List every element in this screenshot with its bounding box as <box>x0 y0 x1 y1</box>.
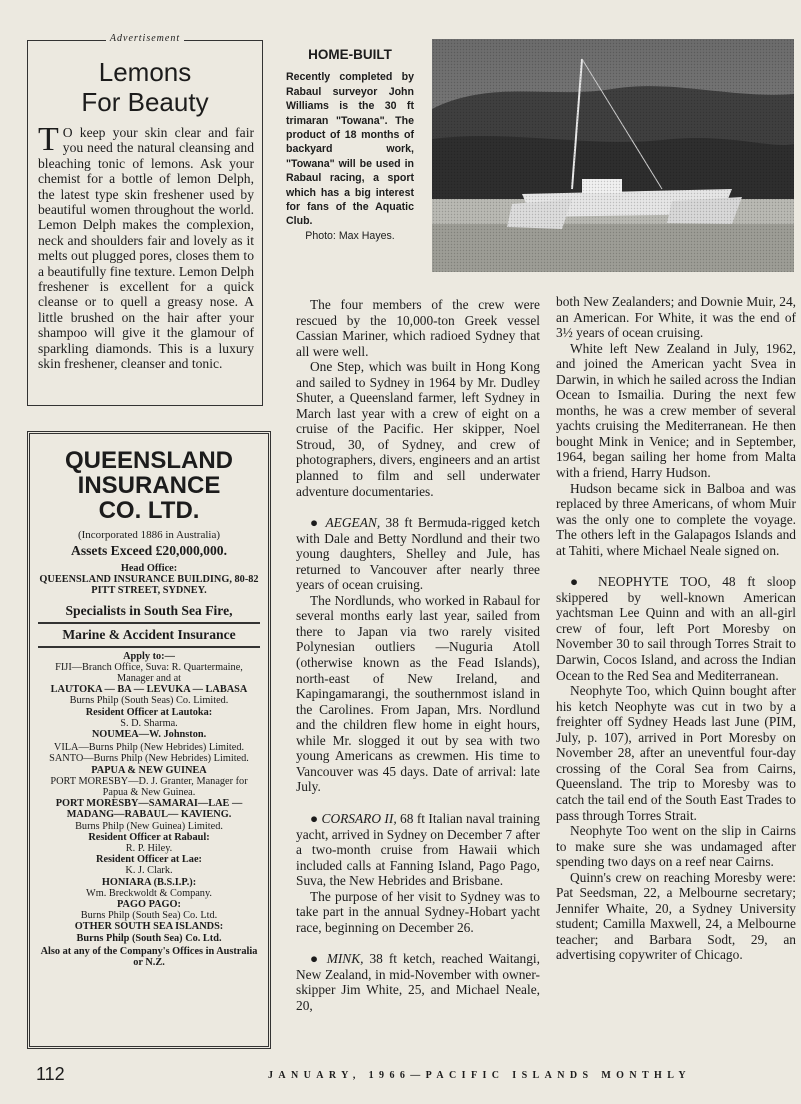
drop-cap: T <box>38 121 59 158</box>
paragraph: Neophyte Too went on the slip in Cairns to make sure she was undamaged after spending two days on a reef near Cairns. <box>556 823 796 870</box>
region-papua: PAPUA & NEW GUINEA <box>91 764 207 776</box>
paragraph: Neophyte Too, which Quinn bought after his ketch Neophyte was cut in two by a freighter off Sydney Heads last June (PIM, July, p. 107), arrived in Port Moresby on November 28, after an uneventful four-day crossing of the Coral Sea from Cairns, Queensland. The trip to Moresby was to catch the tail end of the South East Trades to pass through Torres Strait. <box>556 683 796 823</box>
ad-body <box>28 121 262 372</box>
paragraph: both New Zealanders; and Downie Muir, 24, an American. For White, it was the end of 3½ years of ocean cruising. <box>556 294 796 341</box>
paragraph: Hudson became sick in Balboa and was replaced by three Americans, of whom Muir was the only one to complete the voyage. The others left in the Galapagos Islands and at Tahiti, where Michael Neale signed on. <box>556 480 796 558</box>
ad-title-line2: For Beauty <box>81 87 209 117</box>
yacht-name: NEOPHYTE TOO, <box>597 574 711 590</box>
yacht-entry-neophyte <box>556 574 796 683</box>
photo-caption <box>286 48 414 243</box>
paragraph: One Step, which was built in Hong Kong and sailed to Sydney in 1964 by Mr. Dudley Shuter, a Queensland farmer, left Sydney in March last year with a crew of eight on a cruise of the Pacific. Her skipper, Noel Stroud, 30, of Sydney, and crew of photographers, divers, engineers and an artist planned to film and sell underwater adventure documentaries. <box>296 359 540 499</box>
yacht-entry-corsaro <box>296 811 540 889</box>
incorporated-note: (Incorporated 1886 in Australia) <box>77 529 221 541</box>
specialists-line: Specialists in South Sea Fire, <box>65 602 233 618</box>
office-vila: VILA—Burns Philp (New Hebrides) Limited. <box>53 742 245 754</box>
ad-title <box>28 57 262 117</box>
apply-label: Apply to:— <box>123 650 175 662</box>
yacht-entry-aegean <box>296 515 540 593</box>
article-column-1 <box>296 297 540 1014</box>
head-office-address: QUEENSLAND INSURANCE BUILDING, 80-82 PITT STREET, SYDNEY. <box>39 574 259 597</box>
company-name <box>38 448 260 523</box>
office-burns-ng: Burns Philp (New Guinea) Limited. <box>75 820 223 832</box>
page-number: 112 <box>36 1064 65 1084</box>
office-burns-sea2: Burns Philp (South Sea) Co. Ltd. <box>76 932 222 944</box>
office-lautoka: LAUTOKA — BA — LEVUKA — LABASA <box>50 684 248 696</box>
office-pago: PAGO PAGO: <box>117 899 181 911</box>
resident-lautoka: Resident Officer at Lautoka: <box>85 706 213 718</box>
marine-line: Marine & Accident Insurance <box>62 626 236 642</box>
caption-text: Recently completed by Rabaul surveyor John Williams is the 30 ft trimaran "Towana". The product of 18 months of backyard work, "Towana" will be used in Rabaul racing, a sport which has a big interest for fans of the Aquatic Club. <box>286 71 414 228</box>
insurance-advertisement <box>27 431 271 1049</box>
resident-lae: Resident Officer at Lae: <box>96 854 202 866</box>
bullet-icon: ● <box>570 574 587 590</box>
office-noumea: NOUMEA—W. Johnston. <box>91 729 207 741</box>
office-breckwoldt: Wm. Breckwoldt & Company. <box>85 887 213 899</box>
assets-line: Assets Exceed £20,000,000. <box>71 543 227 558</box>
entry-text: 38 ft ketch, reached Waitangi, New Zealand, in mid-November with owner-skipper Jim White, 25, and Michael Neale, 20, <box>296 951 540 1013</box>
trimaran-photo <box>432 39 794 272</box>
running-footer: JANUARY, 1966—PACIFIC ISLANDS MONTHLY <box>268 1070 691 1081</box>
resident-rabaul: Resident Officer at Rabaul: <box>88 831 210 843</box>
bullet-icon: ● <box>310 515 321 531</box>
divider <box>38 646 260 648</box>
office-burns-sea: Burns Philp (South Sea) Co. Ltd. <box>80 910 218 922</box>
yacht-name: AEGEAN, <box>325 515 381 531</box>
paragraph: The purpose of her visit to Sydney was to take part in the annual Sydney-Hobart yacht race, beginning on December 26. <box>296 888 540 935</box>
divider <box>38 622 260 624</box>
office-santo: SANTO—Burns Philp (New Hebrides) Limited. <box>49 753 249 765</box>
resident-hiley: R. P. Hiley. <box>125 843 173 855</box>
yacht-name: CORSARO II, <box>321 810 397 826</box>
article-column-2 <box>556 294 796 963</box>
yacht-name: MINK, <box>326 951 364 967</box>
lemons-advertisement <box>27 33 263 406</box>
advertisement-label: Advertisement <box>28 33 262 44</box>
paragraph: Quinn's crew on reaching Moresby were: Pat Seedsman, 22, a Melbourne secretary; Jennifer Whaite, 20, a Sydney University student; Camilla Maxwell, 24, a Melbourne teacher; and Barbara Sodt, 29, an advertising copywriter of Chicago. <box>556 869 796 963</box>
ad-body-text: O keep your skin clear and fair you need the natural cleansing and bleaching tonic of lemons. Ask your chemist for a bottle of lemon Delph, the latest type skin freshener used by beautiful women throughout the world. Lemon Delph makes the complexion, neck and shoulders fair and lovely as it melts out plugged pores, closes them to a beautifully fine texture. Lemon Delph freshener is excellent for a quick cleanse or to quell a greasy nose. A little brushed on the hair after your shampoo will give it the glamour of sparkling diamonds. This is a luxury skin freshener, cleanser and tonic. <box>38 125 254 372</box>
resident-clark: K. J. Clark. <box>125 865 173 877</box>
office-honiara: HONIARA (B.S.I.P.): <box>101 876 197 888</box>
office-burns-seas: Burns Philp (South Seas) Co. Limited. <box>69 695 229 707</box>
office-fiji: FIJI—Branch Office, Suva: R. Quartermaine, Manager and at <box>55 661 243 685</box>
bullet-icon: ● <box>310 810 319 826</box>
office-samarai: PORT MORESBY—SAMARAI—LAE —MADANG—RABAUL— KAVIENG. <box>55 798 243 821</box>
yacht-entry-mink <box>296 951 540 1013</box>
entry-text: 48 ft sloop skippered by well-known American yachtsman Lee Quinn and with an all-girl crew of four, left Port Moresby on November 30 to sail through Torres Strait to Darwin, Cocos Island, and across the Indian Ocean to the Red Sea and Mediterranean. <box>556 574 796 683</box>
photo-credit: Photo: Max Hayes. <box>305 229 395 242</box>
resident-sharma: S. D. Sharma. <box>120 717 178 729</box>
entry-text: 38 ft Bermuda-rigged ketch with Dale and Betty Nordlund and their two young daughters, Shelley and Jule, has returned to Vancouver after nearly three years of ocean cruising. <box>296 515 540 593</box>
office-other: OTHER SOUTH SEA ISLANDS: <box>74 921 224 933</box>
paragraph: The Nordlunds, who worked in Rabaul for several months early last year, sailed from there to Japan via two rarely visited Polynesian outliers —Nuguria Atoll (otherwise known as the Fead Islands), north-east of New Ireland, and Kapingamarangi, the southernmost island in the Carolines. From Japan, Mrs. Nordlund and the children flew home in eight hours, while Mr. slogged it out by sea with two young Americans as crewmen. His time to Vancouver was 45 days. Date of arrival: late July. <box>296 592 540 795</box>
bullet-icon: ● <box>310 951 321 967</box>
entry-text: 68 ft Italian naval training yacht, arrived in Sydney on December 7 after a two-month cruise from Hawaii which included calls at Fanning Island, Pago Pago, Suva, the New Hebrides and Brisbane. <box>296 810 540 889</box>
also-note: Also at any of the Company's Offices in Australia or N.Z. <box>40 945 258 969</box>
office-moresby: PORT MORESBY—D. J. Granter, Manager for Papua & New Guinea. <box>50 775 248 799</box>
company-name-line1: QUEENSLAND <box>64 447 233 474</box>
caption-heading: HOME-BUILT <box>308 47 392 62</box>
paragraph: White left New Zealand in July, 1962, and joined the American yacht Svea in Darwin, in which he sailed across the Indian Ocean to Ismailia. During the next few months, he was a crew member of several yachts cruising the Mediterranean. He then bought Mink in Venice; and in September, 1964, began sailing her home from Malta with a friend, Harry Hudson. <box>556 340 796 481</box>
head-office-label: Head Office: <box>120 563 178 574</box>
paragraph: The four members of the crew were rescued by the 10,000-ton Greek vessel Cassian Mariner, which radioed Sydney that all were well. <box>296 297 540 359</box>
company-name-line3: CO. LTD. <box>98 497 200 524</box>
ad-title-line1: Lemons <box>98 57 192 87</box>
company-name-line2: INSURANCE <box>77 472 221 499</box>
